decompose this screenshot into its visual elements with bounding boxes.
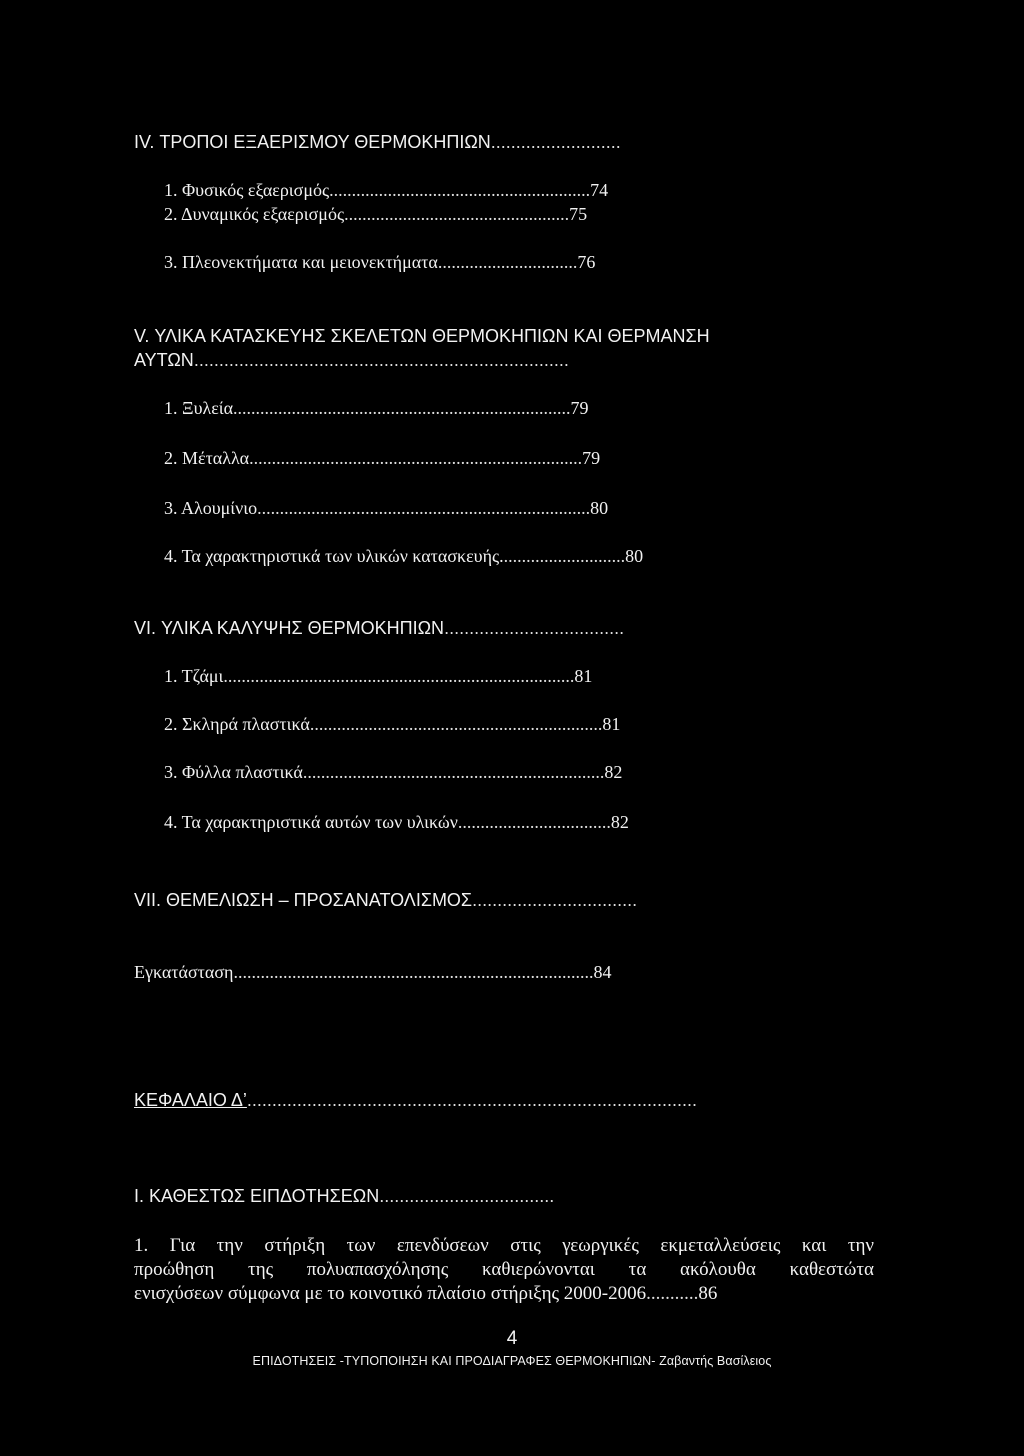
toc-page-number: 75: [569, 204, 588, 224]
toc-dots: ..........................................................................: [249, 448, 583, 468]
toc-entry-label: 2. Μέταλλα: [164, 448, 250, 468]
toc-page-number: 81: [602, 714, 621, 734]
toc-dots: ....................................: [444, 618, 625, 638]
toc-dots: ...........................................................................: [193, 350, 569, 370]
toc-dots: ...........: [646, 1283, 699, 1304]
toc-entry-label: 4. Τα χαρακτηριστικά αυτών των υλικών: [164, 812, 458, 832]
section-v-title-line2: ΑΥΤΩΝ: [134, 350, 194, 370]
section-vi-title: VI. ΥΛΙΚΑ ΚΑΛΥΨΗΣ ΘΕΡΜΟΚΗΠΙΩΝ: [134, 618, 445, 638]
toc-entry-label: 1. Φυσικός εξαερισμός: [164, 180, 330, 200]
toc-entry[interactable]: [134, 1282, 874, 1306]
toc-entry-label: 3. Πλεονεκτήματα και μειονεκτήματα: [164, 252, 438, 272]
toc-dots: ...........................................................................: [233, 398, 571, 418]
paragraph-line: ενισχύσεων σύμφωνα με το κοινοτικό πλαίσιο στήριξης 2000-2006: [134, 1283, 647, 1304]
chapter-heading[interactable]: [134, 1088, 697, 1112]
page-number: 4: [506, 1328, 518, 1349]
section-vi-heading: [134, 616, 624, 640]
section-v-heading: [134, 324, 710, 348]
toc-page-number: 76: [577, 252, 596, 272]
section-iv-title: IV. ΤΡΟΠΟΙ ΕΞΑΕΡΙΣΜΟΥ ΘΕΡΜΟΚΗΠΙΩΝ: [134, 132, 491, 152]
toc-dots: ..........................................................................: [257, 498, 591, 518]
section-i-title: Ι. ΚΑΘΕΣΤΩΣ ΕΙΠΔΟΤΗΣΕΩΝ: [134, 1186, 380, 1206]
section-vii-heading: [134, 888, 637, 912]
toc-page-number: 80: [625, 546, 644, 566]
chapter-title: ΚΕΦΑΛΑΙΟ Δ’: [134, 1090, 247, 1110]
toc-page-number: 82: [610, 812, 629, 832]
toc-entry-label: 4. Τα χαρακτηριστικά των υλικών κατασκευής.: [164, 546, 504, 566]
toc-entry-label: 2. Δυναμικός εξαερισμός: [164, 204, 345, 224]
toc-page-number: 82: [604, 762, 623, 782]
toc-dots: ..........................................................: [329, 180, 591, 200]
toc-entry-label: Εγκατάσταση: [134, 962, 234, 982]
toc-page-number: 79: [570, 398, 589, 418]
toc-entry[interactable]: [164, 810, 629, 834]
toc-dots: ..................................................: [344, 204, 570, 224]
toc-entry[interactable]: [164, 250, 595, 274]
toc-page-number: 81: [574, 666, 593, 686]
toc-entry-label: 1. Ξυλεία: [164, 398, 234, 418]
footer-text: ΕΠΙΔΟΤΗΣΕΙΣ -ΤΥΠΟΠΟΙΗΣΗ ΚΑΙ ΠΡΟΔΙΑΓΡΑΦΕΣ ΘΕΡΜΟΚΗΠΙΩΝ- Ζαβαντής Βασίλειος: [252, 1354, 772, 1368]
section-i-heading: [134, 1184, 554, 1208]
toc-page-number: 74: [590, 180, 609, 200]
toc-dots: ...................................................................: [302, 762, 605, 782]
toc-dots: ..............................................................................: [223, 666, 575, 686]
toc-entry[interactable]: [134, 960, 611, 984]
toc-dots: ................................................................................: [233, 962, 594, 982]
section-v-heading-cont: [134, 348, 569, 372]
toc-dots: .................................................................: [309, 714, 603, 734]
toc-dots: ...................................: [379, 1186, 555, 1206]
toc-dots: ..........................: [490, 132, 621, 152]
toc-page-number: 80: [590, 498, 609, 518]
section-iv-heading: [134, 130, 621, 154]
toc-entry[interactable]: [164, 664, 592, 688]
toc-dots: ..........................................................................................: [246, 1090, 698, 1110]
toc-entry-label: 1. Τζάμι: [164, 666, 224, 686]
toc-entry-label: 3. Φύλλα πλαστικά: [164, 762, 303, 782]
toc-dots: ...............................: [437, 252, 578, 272]
toc-entry[interactable]: [164, 496, 608, 520]
toc-page-number: 86: [698, 1283, 718, 1304]
section-v-title-line1: V. ΥΛΙΚΑ ΚΑΤΑΣΚΕΥΗΣ ΣΚΕΛΕΤΩΝ ΘΕΡΜΟΚΗΠΙΩΝ ΚΑΙ ΘΕΡΜΑΝΣΗ: [134, 326, 710, 346]
toc-entry[interactable]: [164, 396, 589, 420]
toc-dots: ..................................: [457, 812, 611, 832]
toc-dots: ...........................: [503, 546, 626, 566]
toc-page-number: 84: [593, 962, 612, 982]
toc-entry-label: 3. Αλουμίνιο: [164, 498, 258, 518]
toc-page-number: 79: [582, 448, 601, 468]
toc-entry[interactable]: [164, 544, 643, 568]
toc-entry[interactable]: [164, 760, 622, 784]
paragraph-line: 1. Για την στήριξη των επενδύσεων στις γεωργικές εκμεταλλεύσεις και την: [134, 1235, 874, 1256]
toc-entry[interactable]: [164, 178, 608, 202]
toc-entry[interactable]: [164, 202, 587, 226]
paragraph-line: προώθηση της πολυαπασχόλησης καθιερώνονται τα ακόλουθα καθεστώτα: [134, 1259, 874, 1280]
section-vii-title: VII. ΘΕΜΕΛΙΩΣΗ – ΠΡΟΣΑΝΑΤΟΛΙΣΜΟΣ: [134, 890, 473, 910]
toc-entry[interactable]: [164, 446, 600, 470]
toc-dots: .................................: [472, 890, 638, 910]
toc-entry-label: 2. Σκληρά πλαστικά: [164, 714, 310, 734]
toc-entry[interactable]: [164, 712, 620, 736]
